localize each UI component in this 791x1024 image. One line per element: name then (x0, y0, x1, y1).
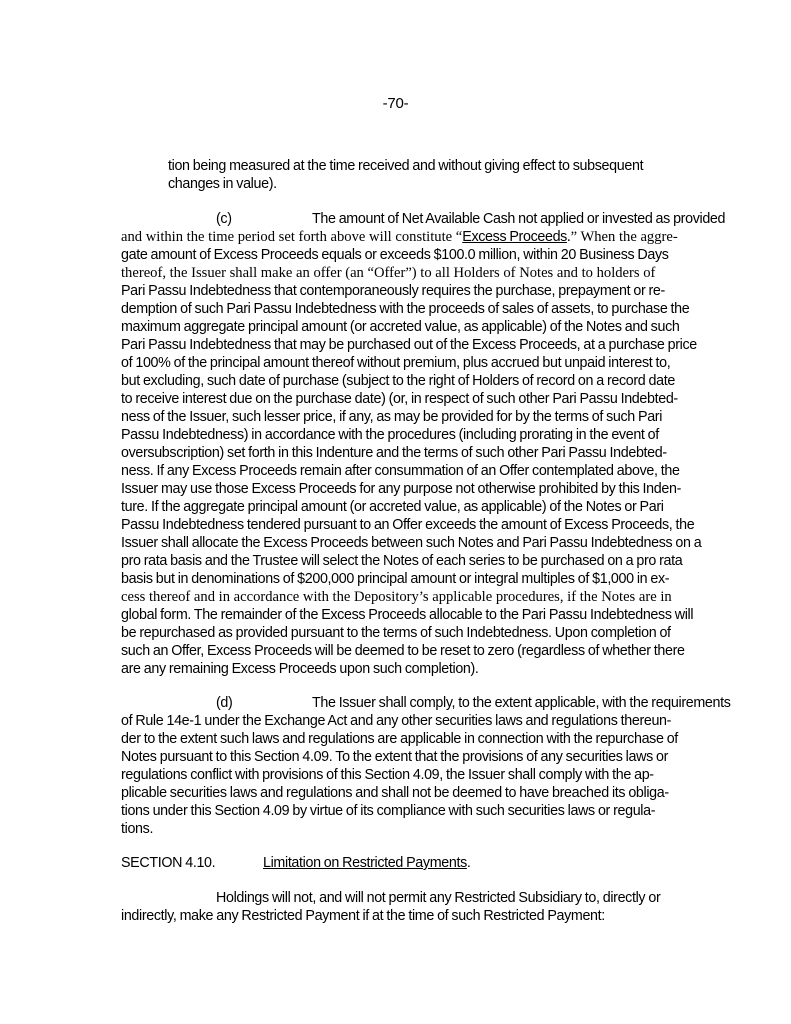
paragraph-line: are any remaining Excess Proceeds upon such completion). (121, 661, 479, 677)
paragraph-line: demption of such Pari Passu Indebtedness with the proceeds of sales of assets, to purchase the (121, 301, 690, 317)
paragraph-line: plicable securities laws and regulations and shall not be deemed to have breached its obliga- (121, 785, 669, 801)
section-title: Limitation on Restricted Payments (263, 855, 467, 871)
paragraph-c-first-line: (c) The amount of Net Available Cash not applied or invested as provided (216, 211, 726, 227)
page-number: -70- (382, 95, 409, 112)
paragraph-line: to receive interest due on the purchase date) (or, in respect of such other Pari Passu Indebted- (121, 391, 678, 407)
paragraph-label: (d) (216, 695, 233, 711)
paragraph-line: tions under this Section 4.09 by virtue of its compliance with such securities laws or regula- (121, 803, 656, 819)
paragraph-line: Pari Passu Indebtedness that may be purchased out of the Excess Proceeds, at a purchase price (121, 337, 697, 353)
paragraph-line: Pari Passu Indebtedness that contemporaneously requires the purchase, prepayment or re- (121, 283, 665, 299)
section-number: SECTION 4.10. (121, 855, 216, 871)
paragraph-line: such an Offer, Excess Proceeds will be deemed to be reset to zero (regardless of whether there (121, 643, 685, 659)
paragraph-line: Passu Indebtedness tendered pursuant to an Offer exceeds the amount of Excess Proceeds, the (121, 517, 695, 533)
paragraph-line: and within the time period set forth above will constitute “Excess Proceeds.” When the aggre- (121, 229, 678, 245)
paragraph-line: regulations conflict with provisions of this Section 4.09, the Issuer shall comply with the ap- (121, 767, 654, 783)
paragraph-line: ture. If the aggregate principal amount (or accreted value, as applicable) of the Notes or Pari (121, 499, 664, 515)
paragraph-line: of 100% of the principal amount thereof without premium, plus accrued but unpaid interest to, (121, 355, 671, 371)
paragraph-line: oversubscription) set forth in this Indenture and the terms of such other Pari Passu Indebted- (121, 445, 667, 461)
paragraph-line: tions. (121, 821, 154, 837)
paragraph-line: thereof, the Issuer shall make an offer (an “Offer”) to all Holders of Notes and to holders of (121, 265, 656, 281)
paragraph-line: be repurchased as provided pursuant to the terms of such Indebtedness. Upon completion of (121, 625, 671, 641)
defined-term: Excess Proceeds (462, 229, 567, 245)
continuation-line: tion being measured at the time received and without giving effect to subsequent (168, 158, 644, 174)
paragraph-line: global form. The remainder of the Excess Proceeds allocable to the Pari Passu Indebtedness will (121, 607, 694, 623)
paragraph-line: Passu Indebtedness) in accordance with the procedures (including prorating in the event of (121, 427, 659, 443)
paragraph-line: cess thereof and in accordance with the Depository’s applicable procedures, if the Notes are in (121, 589, 672, 605)
paragraph-line: gate amount of Excess Proceeds equals or exceeds $100.0 million, within 20 Business Days (121, 247, 669, 263)
paragraph-label: (c) (216, 211, 232, 227)
continuation-line: changes in value). (168, 176, 277, 192)
paragraph-line: but excluding, such date of purchase (subject to the right of Holders of record on a record date (121, 373, 675, 389)
paragraph-line: Notes pursuant to this Section 4.09. To the extent that the provisions of any securities laws or (121, 749, 669, 765)
paragraph-line: der to the extent such laws and regulations are applicable in connection with the repurchase of (121, 731, 678, 747)
section-heading: SECTION 4.10. Limitation on Restricted Payments. (121, 855, 471, 871)
paragraph-line: maximum aggregate principal amount (or accreted value, as applicable) of the Notes and such (121, 319, 680, 335)
paragraph-line: ness. If any Excess Proceeds remain after consummation of an Offer contemplated above, the (121, 463, 680, 479)
paragraph-line: Issuer may use those Excess Proceeds for any purpose not otherwise prohibited by this Inden- (121, 481, 681, 497)
paragraph-line: Holdings will not, and will not permit any Restricted Subsidiary to, directly or (216, 890, 661, 906)
paragraph-line: indirectly, make any Restricted Payment if at the time of such Restricted Payment: (121, 908, 605, 924)
paragraph-line: Issuer shall allocate the Excess Proceeds between such Notes and Pari Passu Indebtedness on a (121, 535, 702, 551)
paragraph-line: ness of the Issuer, such lesser price, if any, as may be provided for by the terms of such Pari (121, 409, 663, 425)
paragraph-line: of Rule 14e-1 under the Exchange Act and any other securities laws and regulations thereun- (121, 713, 672, 729)
paragraph-line: basis but in denominations of $200,000 principal amount or integral multiples of $1,000 in ex- (121, 571, 670, 587)
paragraph-d-first-line: (d) The Issuer shall comply, to the extent applicable, with the requirements (216, 695, 731, 711)
paragraph-line: pro rata basis and the Trustee will select the Notes of each series to be purchased on a pro rata (121, 553, 683, 569)
